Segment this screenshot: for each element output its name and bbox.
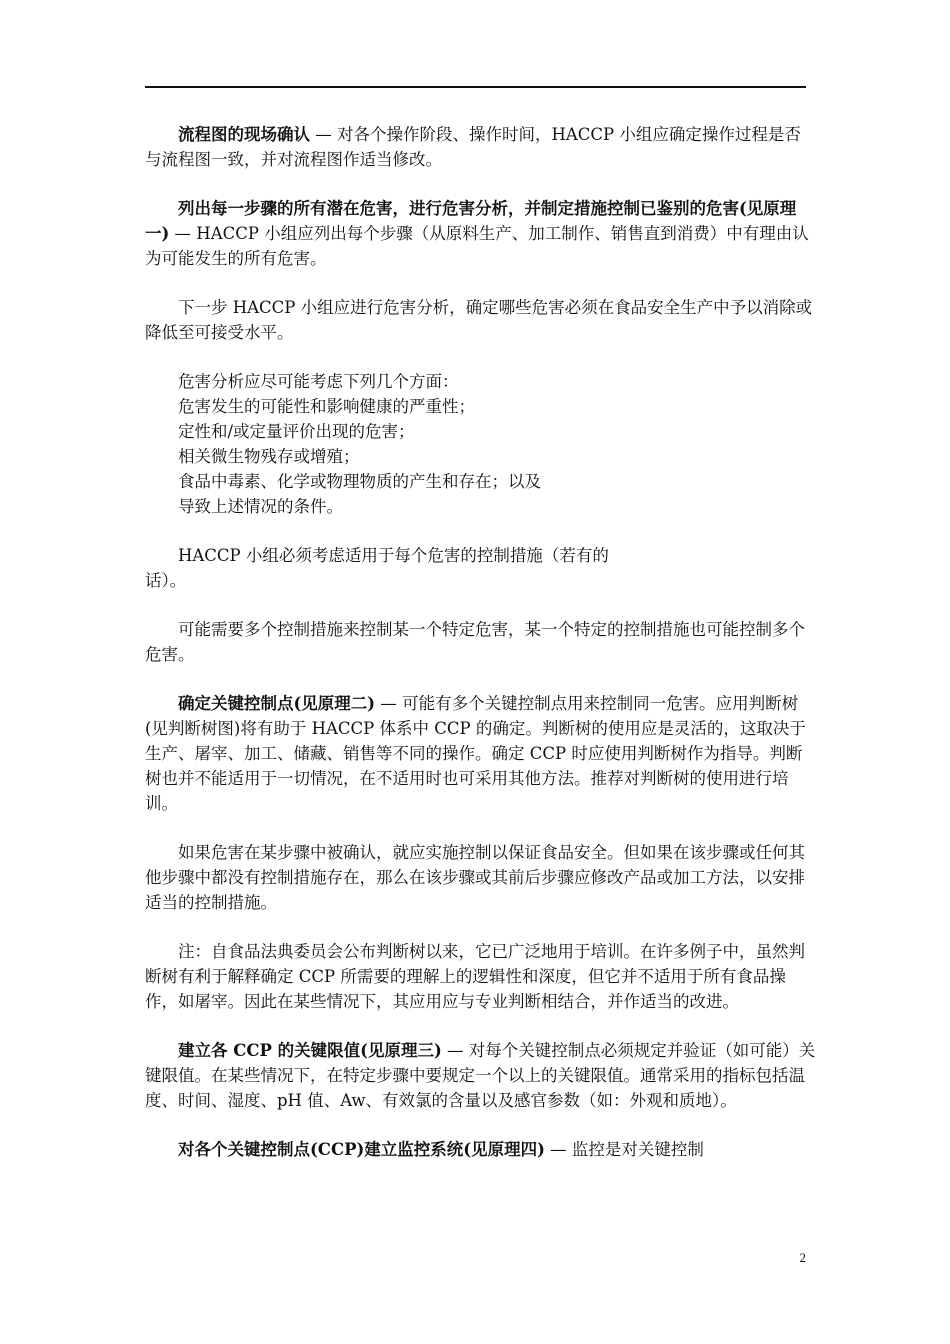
paragraph-heading: 对各个关键控制点(CCP)建立监控系统(见原理四) xyxy=(178,1140,545,1159)
paragraph-heading: 建立各 CCP 的关键限值(见原理三) xyxy=(178,1041,442,1060)
list-item: 定性和/或定量评价出现的危害； xyxy=(178,422,415,441)
paragraph-heading: 流程图的现场确认 xyxy=(178,125,310,144)
paragraph-hazard-analysis xyxy=(145,196,817,271)
paragraph-monitoring-system xyxy=(145,1137,817,1162)
paragraph-next-step xyxy=(145,295,817,345)
paragraph-text: 下一步 HACCP 小组应进行危害分析，确定哪些危害必须在食品安全生产中予以消除或降低至可接受水平。 xyxy=(145,298,813,342)
paragraph-text: 可能需要多个控制措施来控制某一个特定危害，某一个特定的控制措施也可能控制多个危害。 xyxy=(145,620,805,664)
list-item: 相关微生物残存或增殖； xyxy=(178,447,360,466)
paragraph-text: — HACCP 小组应列出每个步骤（从原料生产、加工制作、销售直到消费）中有理由认为可能发生的所有危害。 xyxy=(145,224,809,268)
paragraph-determine-ccp xyxy=(145,691,817,816)
hazard-analysis-list xyxy=(145,369,817,519)
paragraph-text: 注：自食品法典委员会公布判断树以来，它已广泛地用于培训。在许多例子中，虽然判断树有利于解释确定 CCP 所需要的理解上的逻辑性和深度，但它并不适用于所有食品操作，如屠宰。因此在某些情况下，其应用应与专业判断相结合，并作适当的改进。 xyxy=(145,942,805,1011)
page-number: 2 xyxy=(799,1250,806,1265)
paragraph-hazard-confirmed xyxy=(145,840,817,915)
paragraph-text: HACCP 小组必须考虑适用于每个危害的控制措施（若有的 话）。 xyxy=(145,546,609,590)
list-item: 危害分析应尽可能考虑下列几个方面： xyxy=(178,372,459,391)
header-rule xyxy=(145,86,806,88)
paragraph-text: — 对每个关键控制点必须规定并验证（如可能）关键限值。在某些情况下，在特定步骤中要规定一个以上的关键限值。通常采用的指标包括温度、时间、湿度、pH 值、Aw、有效氯的含量以及感官参数（如：外观和质地）。 xyxy=(145,1041,816,1110)
paragraph-multiple-controls xyxy=(145,617,817,667)
paragraph-text: — 对各个操作阶段、操作时间，HACCP 小组应确定操作过程是否与流程图一致，并对流程图作适当修改。 xyxy=(145,125,801,169)
paragraph-heading: 列出每一步骤的所有潜在危害，进行危害分析，并制定措施控制已鉴别的危害(见原理一) xyxy=(145,199,797,243)
list-item: 食品中毒素、化学或物理物质的产生和存在；以及 xyxy=(178,472,541,491)
paragraph-critical-limits xyxy=(145,1038,817,1113)
paragraph-text: 如果危害在某步骤中被确认，就应实施控制以保证食品安全。但如果在该步骤或任何其他步骤中都没有控制措施存在，那么在该步骤或其前后步骤应修改产品或加工方法，以安排适当的控制措施。 xyxy=(145,843,805,912)
list-item: 导致上述情况的条件。 xyxy=(178,497,343,516)
paragraph-note xyxy=(145,939,817,1014)
list-item: 危害发生的可能性和影响健康的严重性； xyxy=(178,397,475,416)
document-body xyxy=(145,122,817,1186)
paragraph-flowchart-confirmation xyxy=(145,122,817,172)
paragraph-heading: 确定关键控制点(见原理二) xyxy=(178,694,376,713)
paragraph-control-measures xyxy=(145,543,817,593)
paragraph-text: — 监控是对关键控制 xyxy=(544,1140,704,1159)
paragraph-text: — 可能有多个关键控制点用来控制同一危害。应用判断树(见判断树图)将有助于 HACCP 体系中 CCP 的确定。判断树的使用应是灵活的，这取决于生产、屠宰、加工、储藏、销售等不同的操作。确定 CCP 时应使用判断树作为指导。判断树也并不能适用于一切情况，在不适用时也可采用其他方法。推荐对判断树的使用进行培训。 xyxy=(145,694,806,813)
